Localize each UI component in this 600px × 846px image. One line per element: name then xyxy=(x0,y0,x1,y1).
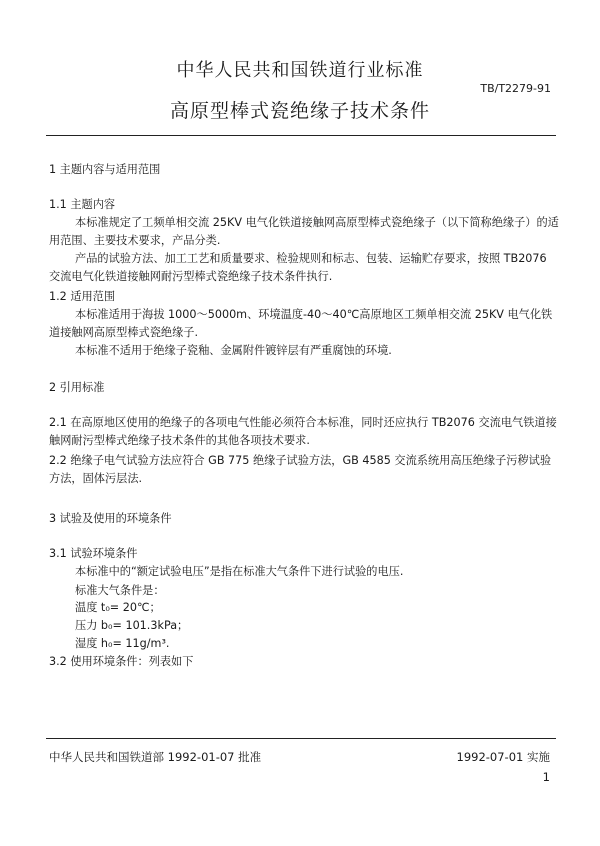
section-1-heading: 1 主题内容与适用范围 xyxy=(49,163,161,176)
footer-divider xyxy=(46,738,556,739)
header-divider xyxy=(46,135,556,136)
implementation-date: 1992-07-01 实施 xyxy=(456,750,550,764)
approval-line: 中华人民共和国铁道部 1992-01-07 批准 xyxy=(49,750,262,764)
section-3-1-paragraph-2: 标准大气条件是： xyxy=(75,584,165,597)
standard-header-title: 中华人民共和国铁道行业标准 xyxy=(176,60,424,81)
section-1-1-paragraph-2: 产品的试验方法、加工工艺和质量要求、检验规则和标志、包装、运输贮存要求，按照 TB2076 交流电气化铁道接触网耐污型棒式瓷绝缘子技术条件执行. xyxy=(49,252,547,283)
section-3-1-paragraph-1: 本标准中的“额定试验电压”是指在标准大气条件下进行试验的电压. xyxy=(75,565,404,578)
section-1-1-paragraph-1: 本标准规定了工频单相交流 25KV 电气化铁道接触网高原型棒式瓷绝缘子（以下简称绝缘子）的适用范围、主要技术要求，产品分类. xyxy=(49,216,559,247)
humidity-line: 湿度 h₀= 11g/m³. xyxy=(75,637,170,650)
temperature-line: 温度 t₀= 20℃； xyxy=(75,601,161,614)
section-2-1-paragraph: 2.1 在高原地区使用的绝缘子的各项电气性能必须符合本标准，同时还应执行 TB2076 交流电气铁道接触网耐污型棒式绝缘子技术条件的其他各项技术要求. xyxy=(49,416,557,447)
section-3-1-heading: 3.1 试验环境条件 xyxy=(49,547,138,560)
section-3-heading: 3 试验及使用的环境条件 xyxy=(49,512,172,525)
section-1-2-paragraph-1: 本标准适用于海拔 1000～5000m、环境温度-40～40℃高原地区工频单相交流 25KV 电气化铁道接触网高原型棒式瓷绝缘子. xyxy=(49,308,553,339)
section-1-2-heading: 1.2 适用范围 xyxy=(49,290,116,303)
section-1-1-heading: 1.1 主题内容 xyxy=(49,198,116,211)
pressure-line: 压力 b₀= 101.3kPa； xyxy=(75,619,189,632)
section-2-2-paragraph: 2.2 绝缘子电气试验方法应符合 GB 775 绝缘子试验方法，GB 4585 交流系统用高压绝缘子污秽试验方法，固体污层法. xyxy=(49,454,552,485)
section-3-2-heading: 3.2 使用环境条件：列表如下 xyxy=(49,655,194,668)
section-1-2-paragraph-2: 本标准不适用于绝缘子瓷釉、金属附件镀锌层有严重腐蚀的环境. xyxy=(75,344,392,357)
page-number: 1 xyxy=(542,770,550,784)
section-2-heading: 2 引用标准 xyxy=(49,381,105,394)
document-title: 高原型棒式瓷绝缘子技术条件 xyxy=(169,100,430,122)
standard-code: TB/T2279-91 xyxy=(480,82,551,95)
